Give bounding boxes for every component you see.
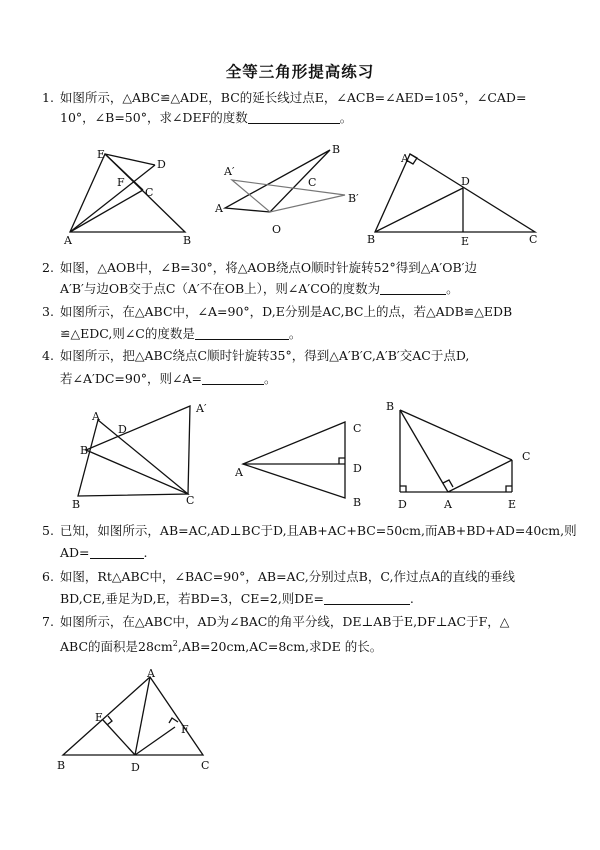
problem-6-text-3: . (409, 591, 414, 606)
fig3-label-e: E (461, 235, 470, 248)
fig5-label-c: C (353, 422, 362, 435)
figure-5 (235, 410, 375, 510)
problem-7-line-2 (60, 636, 382, 655)
answer-blank-3[interactable] (195, 327, 289, 340)
problem-4-line-1 (42, 348, 469, 364)
fig2-label-o: O (272, 223, 282, 236)
fig7-label-c: C (201, 759, 210, 772)
problem-5-line-1 (42, 523, 577, 539)
fig6-seg-bc (400, 410, 512, 460)
problem-1-number: 1. (42, 90, 54, 105)
problem-6-line-2 (60, 591, 414, 607)
fig7-label-b: B (57, 759, 66, 772)
fig4-label-d: D (118, 423, 127, 436)
fig7-label-d: D (131, 761, 140, 774)
fig1-triangle-abe (70, 154, 185, 232)
figure-4 (68, 398, 218, 508)
fig5-label-b: B (353, 496, 362, 509)
fig7-label-f: F (181, 723, 189, 736)
fig1-label-b: B (183, 234, 192, 247)
problem-1-text-1: 如图所示，△ABC≌△ADE，BC的延长线过点E，∠ACB=∠AED=105°，∠CAD= (59, 90, 527, 105)
fig3-seg-bd (375, 188, 463, 232)
fig2-label-a: A (215, 202, 223, 215)
fig7-label-a: A (147, 667, 155, 680)
problem-7-line-1 (42, 614, 509, 630)
problem-6-number: 6. (42, 569, 54, 584)
fig2-label-b1: B′ (348, 192, 359, 205)
problem-1-line-2 (60, 110, 352, 126)
fig2-triangle-a1ob1 (232, 180, 345, 212)
problem-1-line-1 (42, 90, 526, 106)
fig4-label-a1: A′ (196, 402, 207, 415)
problem-5-text-1: 已知，如图所示，AB=AC,AD⊥BC于D,且AB+AC+BC=50cm,而AB+BD+AD=40cm,则 (59, 523, 577, 538)
problem-4-text-1: 如图所示，把△ABC绕点C顺时针旋转35°，得到△A′B′C,A′B′交AC于点D, (59, 348, 470, 363)
fig5-label-a: A (235, 466, 243, 479)
fig6-right-angle-e (506, 486, 512, 492)
fig4-triangle-a1b1c (86, 406, 190, 494)
fig6-label-a: A (444, 498, 452, 510)
problem-4-text-3: 。 (264, 371, 277, 386)
problem-2-number: 2. (42, 260, 54, 275)
fig5-triangle-abc (243, 422, 345, 498)
problem-7-text-2: ABC的面积是28cm (60, 639, 173, 655)
problem-2-line-1 (42, 260, 477, 276)
fig7-triangle-abc (63, 677, 203, 755)
problem-4-line-2 (60, 371, 277, 387)
problem-7-text-1: 如图所示，在△ABC中，AD为∠BAC的角平分线，DE⊥AB于E,DF⊥AC于F，△ (59, 614, 510, 629)
problem-1-text-2: 10°，∠B=50°，求∠DEF的度数 (60, 110, 248, 125)
fig3-label-c: C (529, 233, 538, 246)
problem-5-number: 5. (42, 523, 54, 538)
problem-1-text-3: 。 (339, 110, 353, 125)
problem-2-line-2 (60, 281, 459, 297)
fig2-label-c: C (308, 176, 317, 189)
fig1-seg-ac (70, 190, 143, 232)
fig1-label-c: C (145, 186, 154, 199)
fig6-right-angle-d (400, 486, 406, 492)
fig7-seg-de (103, 720, 135, 755)
answer-blank-6[interactable] (324, 592, 410, 605)
fig4-label-b: B (72, 498, 81, 508)
problem-7-text-3: ,AB=20cm,AC=8cm,求DE 的长。 (177, 639, 383, 655)
problem-2-text-2: A′B′与边OB交于点C（A′不在OB上），则∠A′CO的度数为 (60, 281, 381, 296)
fig3-label-b: B (367, 233, 376, 246)
problem-4-text-2: 若∠A′DC=90°，则∠A= (60, 371, 203, 386)
problem-6-text-2: BD,CE,垂足为D,E，若BD=3，CE=2,则DE= (60, 591, 324, 606)
fig5-label-d: D (353, 462, 362, 475)
problem-3-number: 3. (42, 304, 54, 319)
fig6-label-e: E (508, 498, 517, 510)
figure-1 (55, 140, 205, 250)
fig1-label-a: A (64, 234, 72, 247)
fig6-seg-ba (400, 410, 448, 492)
fig6-label-c: C (522, 450, 531, 463)
problem-5-text-3: . (143, 545, 148, 560)
fig6-label-d: D (398, 498, 407, 510)
answer-blank-1[interactable] (248, 111, 340, 124)
fig7-label-e: E (95, 711, 104, 724)
problem-5-text-2: AD= (60, 545, 90, 560)
problem-2-text-3: 。 (446, 281, 459, 296)
fig1-label-e: E (97, 148, 106, 161)
problem-7-superscript: 2 (172, 639, 178, 648)
problem-3-text-2: ≌△EDC,则∠C的度数是 (60, 326, 195, 341)
fig3-label-a: A (401, 152, 409, 165)
figure-2 (210, 140, 365, 240)
fig6-label-b: B (386, 400, 395, 413)
problem-3-text-1: 如图所示，在△ABC中，∠A=90°，D,E分别是AC,BC上的点，若△ADB≌△EDB (59, 304, 513, 319)
figure-6 (380, 400, 540, 510)
problem-3-line-2 (60, 326, 301, 342)
fig5-right-angle-mark (339, 458, 345, 464)
problem-3-text-3: 。 (288, 326, 302, 341)
problem-3-line-1 (42, 304, 512, 320)
fig1-seg-ad (70, 165, 155, 232)
problem-6-line-1 (42, 569, 515, 585)
fig4-label-a: A (92, 410, 100, 423)
figure-7 (55, 665, 225, 780)
problem-4-number: 4. (42, 348, 54, 363)
fig6-seg-ac (448, 460, 512, 492)
fig2-label-a1: A′ (224, 165, 235, 178)
answer-blank-2[interactable] (380, 282, 446, 295)
fig4-label-b1: B (80, 444, 89, 457)
fig1-label-f: F (117, 176, 125, 189)
fig7-seg-df (135, 727, 175, 755)
problem-5-line-2 (60, 545, 148, 561)
page-title: 全等三角形提高练习 (225, 63, 375, 81)
problem-2-text-1: 如图，△AOB中，∠B=30°，将△AOB绕点O顺时针旋转52°得到△A′OB′边 (59, 260, 478, 275)
answer-blank-4[interactable] (202, 372, 264, 385)
fig2-label-b: B (332, 143, 341, 156)
fig7-right-angle-f (169, 718, 178, 723)
fig7-right-angle-e (107, 716, 112, 725)
fig4-label-c: C (186, 494, 195, 507)
fig4-triangle-abc (78, 420, 188, 496)
figure-3 (365, 148, 555, 248)
fig3-label-d: D (461, 175, 470, 188)
problem-7-number: 7. (42, 614, 54, 629)
answer-blank-5[interactable] (90, 546, 144, 559)
problem-6-text-1: 如图，Rt△ABC中，∠BAC=90°，AB=AC,分别过点B，C,作过点A的直线的垂线 (59, 569, 515, 584)
fig1-label-d: D (157, 158, 166, 171)
fig1-seg-ed (105, 154, 155, 165)
